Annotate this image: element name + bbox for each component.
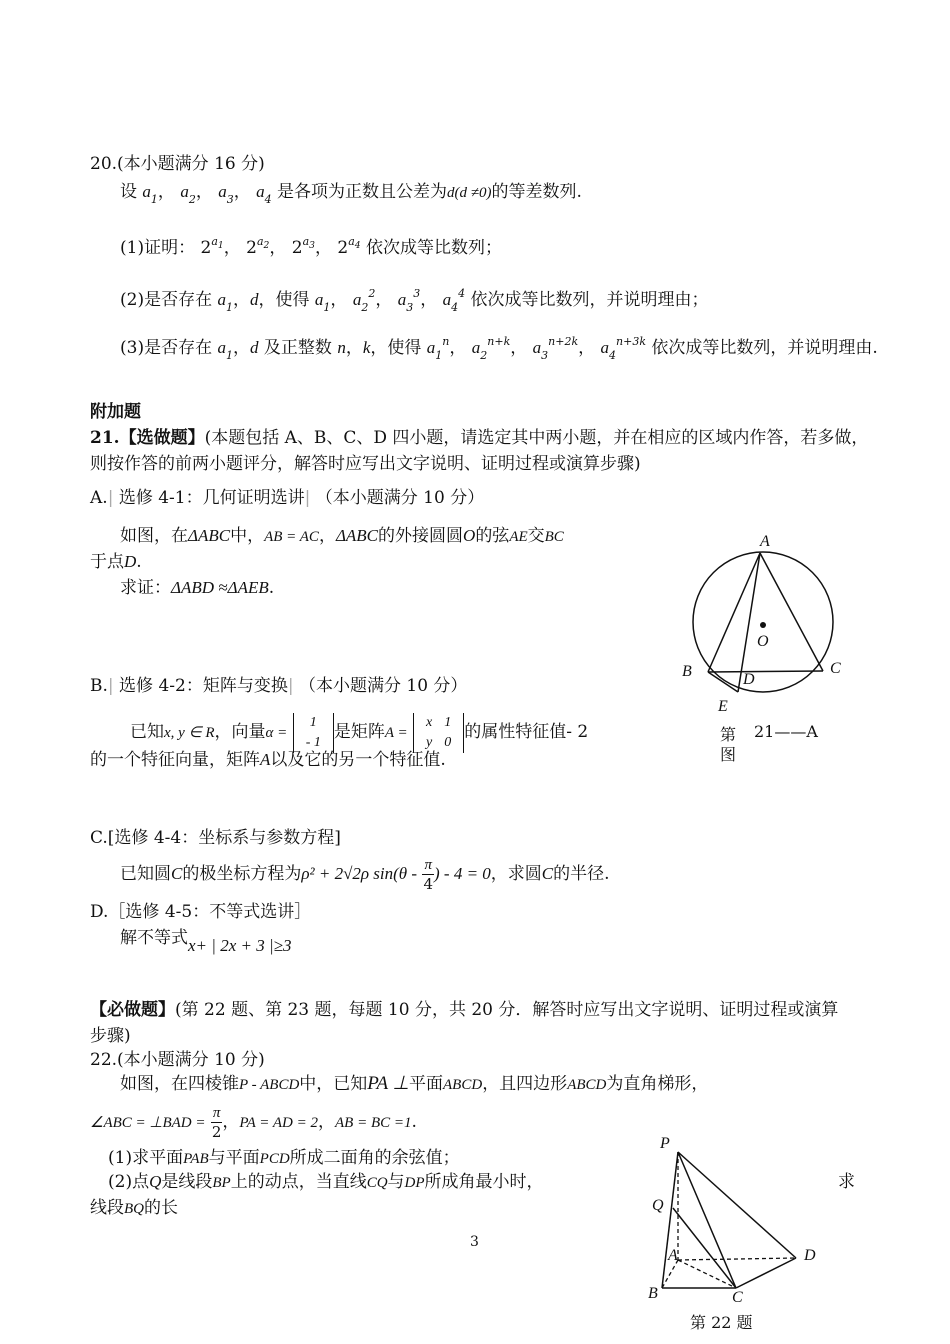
edge-CD	[736, 1258, 796, 1288]
q22-part2-tail: 求	[838, 1172, 855, 1192]
partA-header: A.| 选修 4-1：几何证明选讲| （本小题满分 10 分）	[90, 488, 485, 508]
edge-AC	[678, 1260, 736, 1288]
label-C: C	[732, 1289, 743, 1304]
label-A: A	[760, 533, 770, 550]
edge-PC	[678, 1152, 736, 1288]
partC-header: C.[选修 4-4：坐标系与参数方程]	[90, 828, 341, 848]
edge-PB	[662, 1152, 678, 1288]
q20-part3: (3)是否存在 $a_1$，d 及正整数 n，k，使得 $a_1^n$， $a_2^{n+k}$， $a_3^{n+2k}$， $a_4^{n+3k}$ 依次成等比数列，并说明理由.	[120, 335, 878, 362]
q22-line1: 如图，在四棱锥P - ABCD中，已知PA ⊥平面ABCD，且四边形ABCD为直角梯形，	[120, 1073, 709, 1094]
q21-intro-line1: 21.【选做题】(本题包括 A、B、C、D 四小题，请选定其中两小题，并在相应的区域内作答，若多做，	[90, 428, 869, 448]
label-A: A	[668, 1247, 678, 1264]
label-P: P	[660, 1135, 670, 1152]
extra-title: 附加题	[90, 402, 141, 422]
q20-header: 20.(本小题满分 16 分)	[90, 154, 265, 174]
q22-part3: 线段BQ的长	[90, 1198, 178, 1218]
label-Q: Q	[652, 1197, 664, 1214]
partD-line: 解不等式x+ | 2x + 3 |≥3	[120, 928, 292, 955]
figure-22-caption: 第 22 题	[690, 1313, 753, 1332]
q20-part1: (1)证明： $2^{a_1}$， $2^{a_2}$， $2^{a_3}$， $2^{a_4}$ 依次成等比数列；	[120, 235, 502, 258]
page-number: 3	[470, 1234, 479, 1250]
label-C: C	[830, 660, 841, 677]
partA-line2: 于点D.	[90, 552, 142, 572]
segment-BE	[708, 672, 738, 692]
fraction-pi-2: $\frac{\pi}{2}$	[211, 1105, 222, 1141]
q22-header: 22.(本小题满分 10 分)	[90, 1050, 265, 1070]
figure-21a-caption-2: 21——A	[754, 722, 818, 741]
q22-line2: ∠ABC = ⊥BAD = $\frac{\pi}{2}$ ，PA = AD = 2，AB = BC =1.	[90, 1105, 417, 1141]
partB-line2: 的一个特征向量，矩阵A以及它的另一个特征值.	[90, 750, 446, 770]
label-D: D	[743, 671, 755, 688]
q20-part2: (2)是否存在 $a_1$，d，使得 $a_1$， $a_2^2$， $a_3^3$， $a_4^4$ 依次成等比数列，并说明理由；	[120, 287, 709, 314]
figure-22	[640, 1128, 830, 1304]
figure-21a-caption-3: 图	[720, 745, 737, 764]
label-O: O	[757, 633, 769, 650]
partD-header: D.［选修 4-5：不等式选讲］	[90, 902, 312, 922]
label-B: B	[682, 663, 692, 680]
partB-header: B.| 选修 4-2：矩阵与变换| （本小题满分 10 分）	[90, 676, 468, 696]
figure-21a	[680, 528, 850, 718]
q22-part2: (2)点Q是线段BP上的动点，当直线CQ与DP所成角最小时，	[108, 1172, 544, 1192]
partC-line: 已知圆C的极坐标方程为ρ² + 2√2ρ sin(θ - $\frac{\pi}{4}$ ) - 4 = 0，求圆C的半径.	[120, 857, 610, 893]
required-header-2: 步骤)	[90, 1026, 131, 1046]
label-E: E	[718, 698, 728, 715]
q22-part1: (1)求平面PAB与平面PCD所成二面角的余弦值；	[108, 1148, 460, 1168]
segment-AC	[760, 553, 823, 671]
q21-intro-line2: 则按作答的前两小题评分，解答时应写出文字说明、证明过程或演算步骤)	[90, 454, 641, 474]
q20-intro: 设 $a_1$， $a_2$， $a_3$， $a_4$ 是各项为正数且公差为d(d ≠0)的等差数列.	[120, 182, 582, 206]
edge-QC	[673, 1208, 736, 1288]
segment-BC	[708, 671, 823, 672]
required-header-1: 【必做题】(第 22 题、第 23 题，每题 10 分，共 20 分．解答时应写出文字说明、证明过程或演算	[90, 1000, 839, 1020]
partA-line1: 如图，在ΔABC中，AB = AC，ΔABC的外接圆圆O的弦AE交BC	[120, 526, 564, 546]
edge-AD	[678, 1258, 796, 1260]
partB-line1: 已知x, y ∈ R，向量α = 1 - 1 是矩阵A = x 1 y 0 的属性特征值- 2	[130, 710, 588, 755]
label-B: B	[648, 1285, 658, 1302]
fraction-pi-4: $\frac{\pi}{4}$	[423, 857, 434, 893]
figure-21a-caption-1: 第	[720, 725, 737, 744]
matrix-A: x 1 y 0	[413, 713, 464, 753]
center-point	[760, 622, 766, 628]
partA-prove: 求证：ΔABD ≈ΔAEB.	[120, 578, 275, 598]
edge-PD	[678, 1152, 796, 1258]
label-D: D	[804, 1247, 816, 1264]
vector-alpha: 1 - 1	[293, 713, 334, 753]
